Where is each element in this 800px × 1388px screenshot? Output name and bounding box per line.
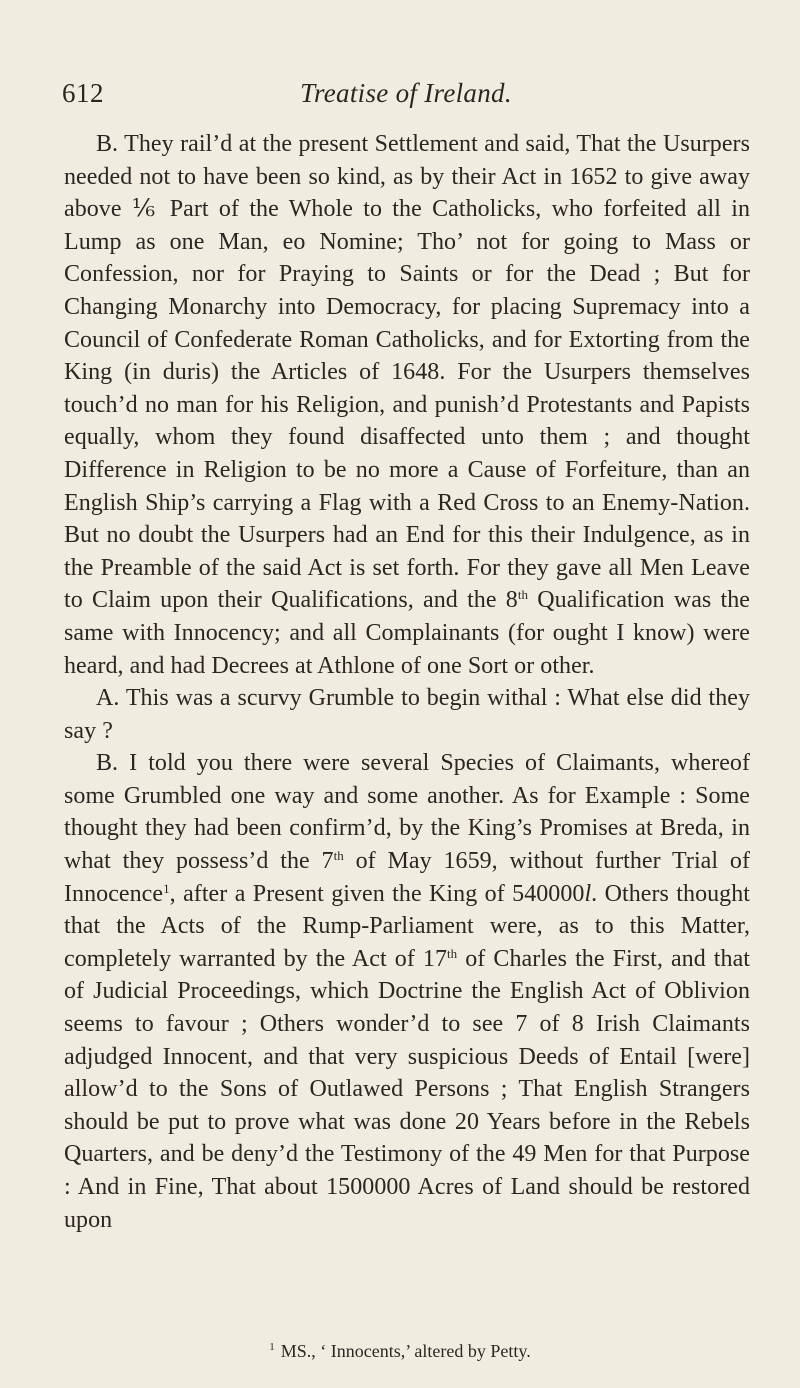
text-run: . Others thought that the Acts of the Rump-Parliament were, as to this Matter, completely warranted by the Act of 17 bbox=[64, 880, 750, 972]
footnote-text: MS., ‘ Innocents,’ altered by Petty. bbox=[280, 1341, 531, 1361]
ordinal-suffix: th bbox=[333, 848, 344, 864]
body-text bbox=[64, 128, 750, 1236]
text-run: Qualification was the same with Innocency; and all Complainants (for ought I know) were heard, and had Decrees at Athlone of one Sort or other. bbox=[64, 587, 750, 679]
footnote-reference: 1 bbox=[163, 880, 170, 896]
footnote bbox=[0, 1341, 800, 1362]
paragraph-b-claimants bbox=[64, 747, 750, 1236]
paragraph-a-grumble bbox=[64, 682, 750, 747]
ordinal-suffix: th bbox=[447, 945, 458, 961]
running-title: Treatise of Ireland. bbox=[300, 78, 512, 108]
footnote-marker: 1 bbox=[269, 1341, 275, 1353]
currency-pound-symbol: l bbox=[584, 880, 592, 907]
text-run: A. This was a scurvy Grumble to begin withal : What else did they say ? bbox=[64, 685, 750, 744]
page-header bbox=[62, 78, 750, 118]
text-run: B. They rail’d at the present Settlement and said, That the Usurpers needed not to have been so kind, as by their Act in 1652 to give away above bbox=[64, 131, 750, 223]
page-number: 612 bbox=[62, 78, 104, 108]
text-run: , after a Present given the King of 540000 bbox=[169, 880, 585, 907]
fraction-one-sixth: ⅙ bbox=[131, 196, 160, 223]
text-run: Part of the Whole to the Catholicks, who forfeited all in Lump as one Man, eo Nomine; Tho’ not for going to Mass or Confession, nor for Praying to Saints or for the Dead ; But for Changing Monarchy into Democracy, for placing Supremacy into a Council of Confederate Roman Catholicks, and for Extorting from the King (in duris) the Articles of 1648. For the Usurpers themselves touch’d no man for his Religion, and punish’d Protestants and Papists equally, whom they found disaffected unto them ; and thought Difference in Religion to be no more a Cause of Forfeiture, than an English Ship’s carrying a Flag with a Red Cross to an Enemy-Nation. But no doubt the Usurpers had an End for this their Indulgence, as in the Preamble of the said Act is set forth. For they gave all Men Leave to Claim upon their Qualifications, and the 8 bbox=[64, 196, 750, 614]
paragraph-b-rail bbox=[64, 128, 750, 682]
text-run: of May 1659, without further Trial of Innocence bbox=[64, 848, 751, 907]
text-run: B. I told you there were several Species of Claimants, whereof some Grumbled one way and some another. As for Example : Some thought they had been confirm’d, by the King’s Promises at Breda, in what they possess’d the 7 bbox=[64, 750, 750, 875]
ordinal-suffix: th bbox=[517, 587, 529, 603]
text-run: of Charles the First, and that of Judicial Proceedings, which Doctrine the English Act of Oblivion seems to favour ; Others wonder’d to see 7 of 8 Irish Claimants adjudged Innocent, and that very suspicious Deeds of Entail [were] allow’d to the Sons of Outlawed Persons ; That English Strangers should be put to prove what was done 20 Years before in the Rebels Quarters, and be deny’d the Testimony of the 49 Men for that Purpose : And in Fine, That about 1500000 Acres of Land should be restored upon bbox=[64, 945, 750, 1233]
